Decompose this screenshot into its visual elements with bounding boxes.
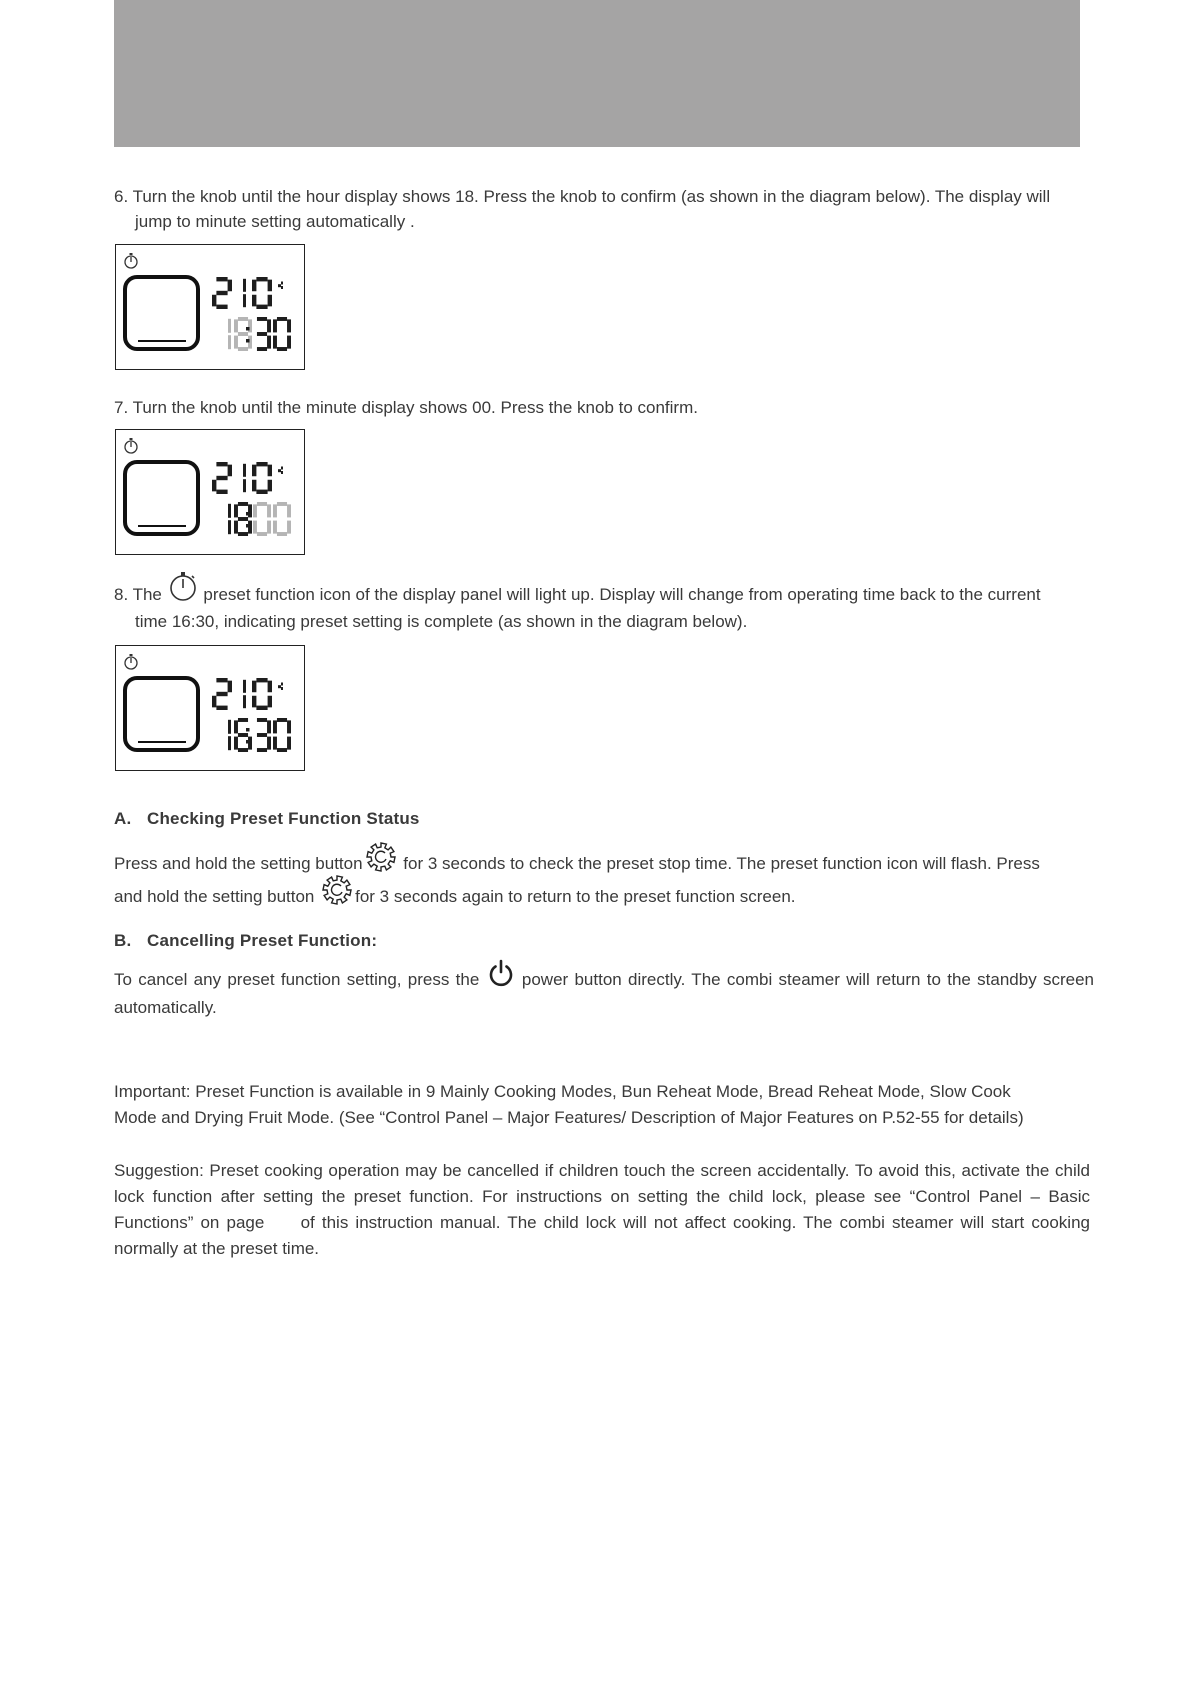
lcd-display-step-7 xyxy=(115,429,305,555)
lcd-display-step-6 xyxy=(115,244,305,370)
settings-gear-icon xyxy=(319,881,355,914)
step-8-prefix: 8. The xyxy=(114,585,162,604)
lcd-colon xyxy=(246,740,250,744)
lcd-temp-digit xyxy=(243,680,246,708)
suggestion-line-3b: of this instruction manual. The child lock will not affect cooking. The combi steamer will start xyxy=(300,1213,1025,1232)
lcd-timer-icon xyxy=(125,654,137,669)
lcd-minute-digit xyxy=(253,502,271,536)
section-a-text-1: Press and hold the setting button xyxy=(114,853,363,873)
lcd-timer-icon xyxy=(125,253,137,268)
step-8-after-icon: preset function icon of the display panel will light up. Display will change from operating time back to the current xyxy=(203,585,1041,604)
lcd-temp-digit xyxy=(212,462,232,494)
section-b-text-2: power button directly. The combi steamer will return to the standby screen automatically. xyxy=(114,969,1095,1017)
step-8-line-2: time 16:30, indicating preset setting is complete (as shown in the diagram below). xyxy=(135,612,748,632)
important-note xyxy=(114,1079,1104,1131)
suggestion-line-4: cooking normally at the preset time. xyxy=(114,1213,1090,1258)
lcd-minute-digit xyxy=(273,502,291,536)
section-b-title: Cancelling Preset Function: xyxy=(147,931,378,950)
section-b-letter: B. xyxy=(114,931,132,950)
lcd-colon xyxy=(246,512,250,516)
lcd-hour-digit xyxy=(234,502,252,536)
important-line-2: Mode and Drying Fruit Mode. (See “Control Panel – Major Features/ Description of Major Features on P.52-55 for details) xyxy=(114,1108,1024,1127)
suggestion-line-2: child lock function after setting the preset function. For instructions on setting the child lock, please see “Control Panel – xyxy=(114,1161,1090,1206)
lcd-hour-digit xyxy=(228,504,231,534)
lcd-hour-digit xyxy=(228,720,231,750)
section-b-body xyxy=(114,966,1094,1020)
lcd-temp-digit xyxy=(252,678,272,710)
suggestion-line-1: Suggestion: Preset cooking operation may be cancelled if children touch the screen accidentally. To avoid this, activate the xyxy=(114,1161,1050,1180)
step-6-text xyxy=(114,184,1094,234)
step-7-line-1: 7. Turn the knob until the minute display shows 00. Press the knob to confirm. xyxy=(114,398,698,417)
section-a-heading xyxy=(114,809,420,829)
lcd-temp-unit xyxy=(278,467,283,475)
lcd-temp-unit xyxy=(278,683,283,691)
section-b-text-1: To cancel any preset function setting, press the xyxy=(114,969,480,989)
header-band xyxy=(114,0,1080,147)
step-6-line-2: jump to minute setting automatically . xyxy=(135,212,415,231)
section-a-text-4: for 3 seconds again to return to the preset function screen. xyxy=(355,886,796,906)
section-a-letter: A. xyxy=(114,809,132,828)
lcd-minute-digit xyxy=(257,718,271,752)
suggestion-note xyxy=(114,1158,1090,1262)
lcd-colon xyxy=(246,339,250,343)
lcd-minute-digit xyxy=(257,317,271,351)
lcd-temp-digit xyxy=(243,464,246,492)
lcd-temp-digit xyxy=(252,277,272,309)
lcd-hour-digit xyxy=(228,319,231,349)
step-6-line-1: 6. Turn the knob until the hour display shows 18. Press the knob to confirm (as shown in the diagram below). The display will xyxy=(114,187,1051,206)
lcd-temp-digit xyxy=(212,678,232,710)
power-icon xyxy=(486,966,516,995)
lcd-cavity-icon xyxy=(125,462,198,534)
preset-timer-icon xyxy=(167,582,199,609)
lcd-cavity-icon xyxy=(125,678,198,750)
important-line-1: Important: Preset Function is available in 9 Mainly Cooking Modes, Bun Reheat Mode, Bread Reheat Mode, Slow Cook xyxy=(114,1082,1011,1101)
lcd-temp-digit xyxy=(212,277,232,309)
lcd-temp-digit xyxy=(252,462,272,494)
section-a-text-3: and hold the setting button xyxy=(114,886,315,906)
lcd-colon xyxy=(246,327,250,331)
suggestion-line-3a: Basic Functions” on page xyxy=(114,1187,1090,1232)
section-b-heading xyxy=(114,931,377,951)
lcd-minute-digit xyxy=(273,317,291,351)
lcd-temp-digit xyxy=(243,279,246,307)
settings-gear-icon xyxy=(363,848,399,881)
lcd-temp-unit xyxy=(278,282,283,290)
lcd-hour-digit xyxy=(234,718,252,752)
step-7-text xyxy=(114,395,1094,420)
section-a-title: Checking Preset Function Status xyxy=(147,809,420,828)
lcd-colon xyxy=(246,524,250,528)
lcd-minute-digit xyxy=(273,718,291,752)
lcd-cavity-icon xyxy=(125,277,198,349)
lcd-colon xyxy=(246,728,250,732)
section-a-body xyxy=(114,848,1094,914)
section-a-text-2: for 3 seconds to check the preset stop time. The preset function icon will flash. Press xyxy=(403,853,1040,873)
lcd-display-step-8 xyxy=(115,645,305,771)
lcd-hour-digit xyxy=(234,317,252,351)
lcd-timer-icon xyxy=(125,438,137,453)
step-8-text xyxy=(114,582,1094,634)
